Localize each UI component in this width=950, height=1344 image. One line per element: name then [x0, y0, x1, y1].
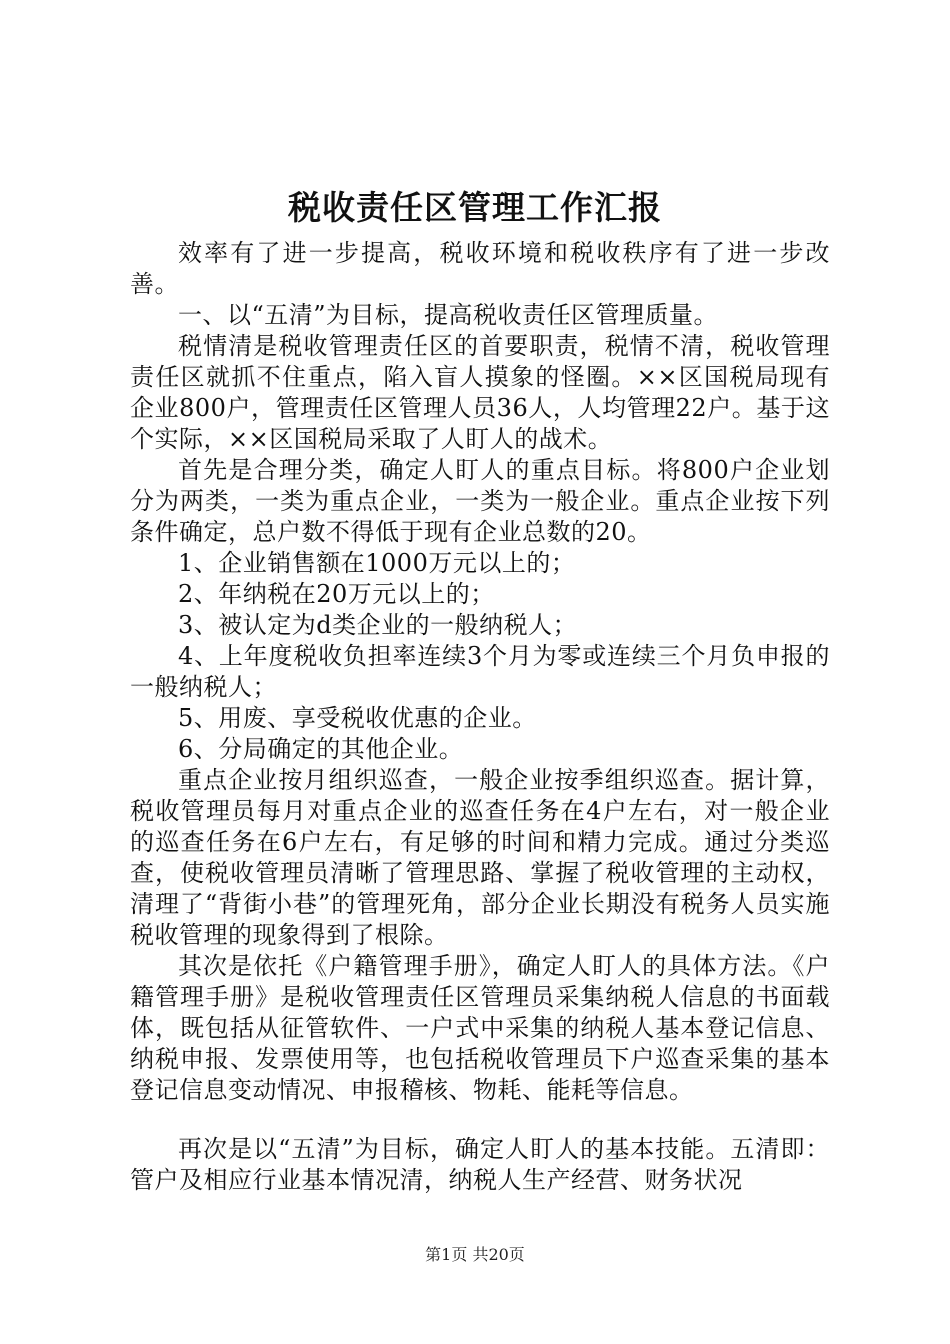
paragraph: 效率有了进一步提高，税收环境和税收秩序有了进一步改善。: [130, 239, 830, 298]
paragraph: 重点企业按月组织巡查，一般企业按季组织巡查。据计算，税收管理员每月对重点企业的巡查任务在4户左右，对一般企业的巡查任务在6户左右，有足够的时间和精力完成。通过分类巡查，使税收管理员清晰了管理思路、掌握了税收管理的主动权，清理了“背街小巷”的管理死角，部分企业长期没有税务人员实施税收管理的现象得到了根除。: [130, 766, 830, 949]
paragraph: 首先是合理分类，确定人盯人的重点目标。将800户企业划分为两类，一类为重点企业，一类为一般企业。重点企业按下列条件确定，总户数不得低于现有企业总数的20。: [130, 456, 830, 546]
list-item: 3、被认定为d类企业的一般纳税人；: [178, 611, 578, 639]
list-item: 4、上年度税收负担率连续3个月为零或连续三个月负申报的一般纳税人；: [130, 642, 830, 701]
list-item: 6、分局确定的其他企业。: [178, 735, 464, 763]
paragraph: 税情清是税收管理责任区的首要职责，税情不清，税收管理责任区就抓不住重点，陷入盲人摸象的怪圈。××区国税局现有企业800户，管理责任区管理人员36人，人均管理22户。基于这个实际，××区国税局采取了人盯人的战术。: [130, 332, 830, 453]
document-title: 税收责任区管理工作汇报: [288, 188, 662, 227]
list-item: 5、用废、享受税收优惠的企业。: [178, 704, 537, 732]
page-number: 第1页 共20页: [425, 1245, 525, 1264]
document-body: [130, 238, 830, 1196]
paragraph: 再次是以“五清”为目标，确定人盯人的基本技能。五清即：管户及相应行业基本情况清，纳税人生产经营、财务状况: [130, 1135, 830, 1194]
paragraph: 其次是依托《户籍管理手册》，确定人盯人的具体方法。《户籍管理手册》是税收管理责任区管理员采集纳税人信息的书面载体，既包括从征管软件、一户式中采集的纳税人基本登记信息、纳税申报、发票使用等，也包括税收管理员下户巡查采集的基本登记信息变动情况、申报稽核、物耗、能耗等信息。: [130, 952, 830, 1104]
list-item: 2、年纳税在20万元以上的；: [178, 580, 495, 608]
section-heading: 一、以“五清”为目标，提高税收责任区管理质量。: [178, 301, 719, 329]
list-item: 1、企业销售额在1000万元以上的；: [178, 549, 576, 577]
